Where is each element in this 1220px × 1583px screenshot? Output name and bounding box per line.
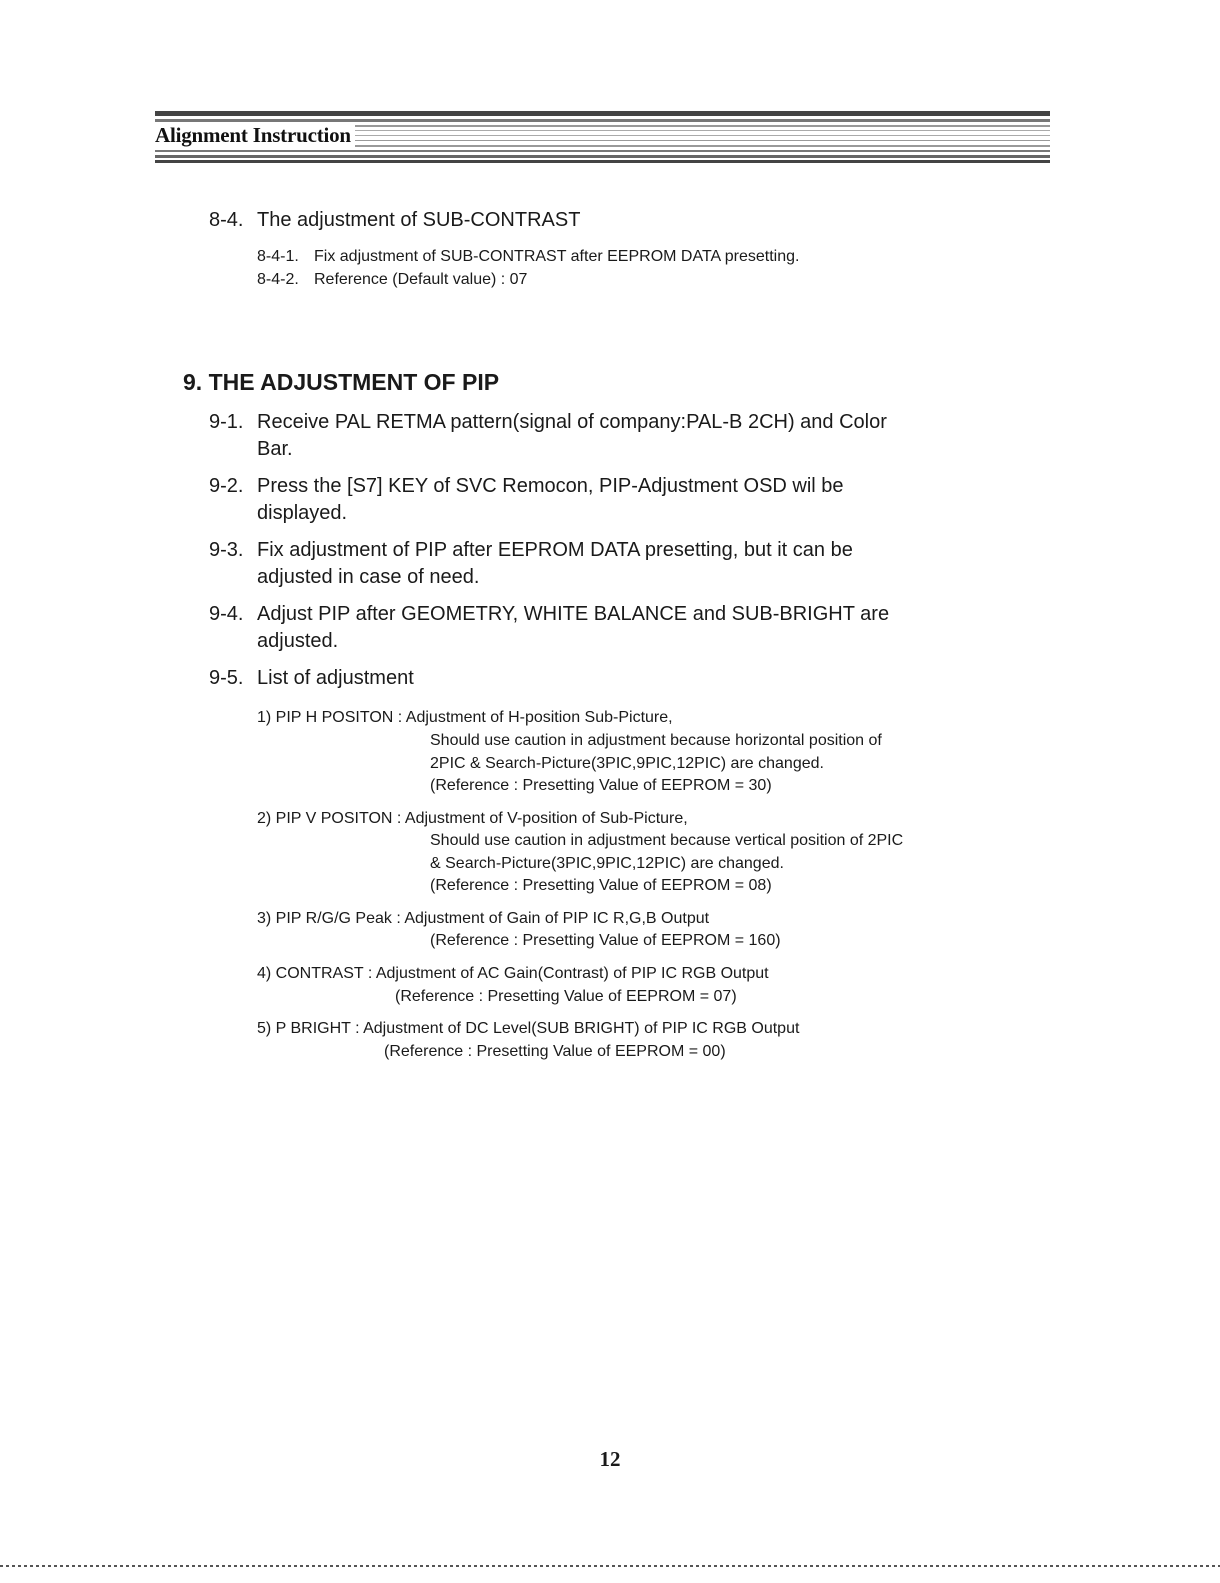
- adjustment-2-reference: (Reference : Presetting Value of EEPROM = 08): [430, 877, 772, 894]
- step-9-2-number: 9-2.: [209, 475, 244, 497]
- adjustment-1-line: Should use caution in adjustment because horizontal position of: [430, 732, 882, 749]
- step-9-5-line1: List of adjustment: [257, 667, 414, 689]
- step-9-1-number: 9-1.: [209, 411, 244, 433]
- step-9-2-line1: Press the [S7] KEY of SVC Remocon, PIP-Adjustment OSD wil be: [257, 475, 844, 497]
- adjustment-2-line: & Search-Picture(3PIC,9PIC,12PIC) are changed.: [430, 855, 784, 872]
- adjustment-5-label: 5) P BRIGHT : Adjustment of DC Level(SUB BRIGHT) of PIP IC RGB Output: [257, 1020, 800, 1037]
- adjustment-3-reference: (Reference : Presetting Value of EEPROM = 160): [430, 932, 781, 949]
- page-number: 12: [599, 1447, 621, 1471]
- adjustment-3-label: 3) PIP R/G/G Peak : Adjustment of Gain of PIP IC R,G,B Output: [257, 910, 710, 927]
- section-8-4-1-number: 8-4-1.: [257, 248, 299, 265]
- adjustment-2-label: 2) PIP V POSITON : Adjustment of V-position of Sub-Picture,: [257, 810, 688, 827]
- section-8-4-2-number: 8-4-2.: [257, 271, 299, 288]
- step-9-4-line1: Adjust PIP after GEOMETRY, WHITE BALANCE and SUB-BRIGHT are: [257, 603, 890, 625]
- section-8-4-title: The adjustment of SUB-CONTRAST: [257, 209, 581, 231]
- section-9-heading: 9. THE ADJUSTMENT OF PIP: [183, 369, 500, 395]
- adjustment-2-line: Should use caution in adjustment because vertical position of 2PIC: [430, 832, 904, 849]
- step-9-3-line2: adjusted in case of need.: [257, 566, 480, 588]
- step-9-3-line1: Fix adjustment of PIP after EEPROM DATA presetting, but it can be: [257, 539, 853, 561]
- adjustment-5-reference: (Reference : Presetting Value of EEPROM = 00): [384, 1043, 726, 1060]
- step-9-2-line2: displayed.: [257, 502, 348, 524]
- step-9-4-line2: adjusted.: [257, 630, 339, 652]
- step-9-3-number: 9-3.: [209, 539, 244, 561]
- section-8-4-2-text: Reference (Default value) : 07: [314, 271, 528, 288]
- adjustment-1-line: 2PIC & Search-Picture(3PIC,9PIC,12PIC) are changed.: [430, 755, 824, 772]
- section-8-4-number: 8-4.: [209, 209, 244, 231]
- adjustment-4-reference: (Reference : Presetting Value of EEPROM = 07): [395, 988, 737, 1005]
- page-header-title: Alignment Instruction: [155, 123, 355, 148]
- adjustment-1-reference: (Reference : Presetting Value of EEPROM = 30): [430, 777, 772, 794]
- adjustment-4-label: 4) CONTRAST : Adjustment of AC Gain(Contrast) of PIP IC RGB Output: [257, 965, 769, 982]
- bottom-dotted-rule: [0, 1565, 1220, 1567]
- step-9-1-line2: Bar.: [257, 438, 293, 460]
- step-9-1-line1: Receive PAL RETMA pattern(signal of company:PAL-B 2CH) and Color: [257, 411, 887, 433]
- step-9-5-number: 9-5.: [209, 667, 244, 689]
- step-9-4-number: 9-4.: [209, 603, 244, 625]
- section-8-4-1-text: Fix adjustment of SUB-CONTRAST after EEPROM DATA presetting.: [314, 248, 800, 265]
- adjustment-1-label: 1) PIP H POSITON : Adjustment of H-position Sub-Picture,: [257, 709, 673, 726]
